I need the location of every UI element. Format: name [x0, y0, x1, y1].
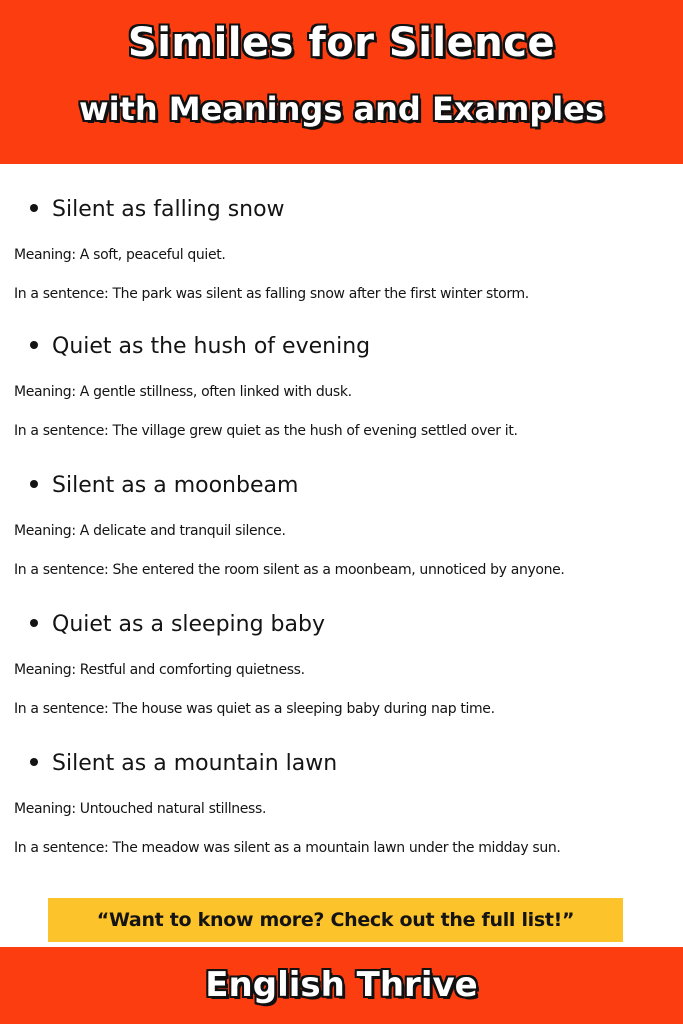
- simile-meaning: Meaning: A gentle stillness, often linked with dusk.: [14, 384, 352, 400]
- page-title: Similes for Silence: [127, 20, 556, 66]
- bullet-icon: [30, 758, 38, 766]
- simile-meaning: Meaning: A soft, peaceful quiet.: [14, 247, 226, 263]
- simile-title: Silent as falling snow: [52, 197, 285, 222]
- simile-heading: [30, 473, 298, 498]
- simile-title: Quiet as the hush of evening: [52, 334, 371, 359]
- bullet-icon: [30, 341, 38, 349]
- header-banner: [0, 0, 683, 164]
- simile-meaning: Meaning: Restful and comforting quietness.: [14, 662, 305, 678]
- simile-title: Silent as a moonbeam: [52, 473, 299, 498]
- simile-heading: [30, 751, 337, 776]
- footer-banner: [0, 947, 683, 1024]
- page-subtitle: with Meanings and Examples: [79, 90, 604, 128]
- simile-example: In a sentence: The meadow was silent as a mountain lawn under the midday sun.: [14, 840, 561, 856]
- brand-name: English Thrive: [205, 965, 478, 1005]
- simile-example: In a sentence: The village grew quiet as the hush of evening settled over it.: [14, 423, 518, 439]
- simile-meaning: Meaning: A delicate and tranquil silence.: [14, 523, 286, 539]
- bullet-icon: [30, 480, 38, 488]
- simile-meaning: Meaning: Untouched natural stillness.: [14, 801, 267, 817]
- simile-title: Quiet as a sleeping baby: [52, 612, 325, 637]
- simile-heading: [30, 334, 370, 359]
- simile-title: Silent as a mountain lawn: [52, 751, 338, 776]
- simile-example: In a sentence: The house was quiet as a sleeping baby during nap time.: [14, 701, 495, 717]
- simile-example: In a sentence: She entered the room silent as a moonbeam, unnoticed by anyone.: [14, 562, 565, 578]
- simile-heading: [30, 197, 285, 222]
- bullet-icon: [30, 204, 38, 212]
- bullet-icon: [30, 619, 38, 627]
- simile-example: In a sentence: The park was silent as falling snow after the first winter storm.: [14, 286, 529, 302]
- full-list-callout[interactable]: “Want to know more? Check out the full list!”: [48, 898, 623, 942]
- simile-heading: [30, 612, 325, 637]
